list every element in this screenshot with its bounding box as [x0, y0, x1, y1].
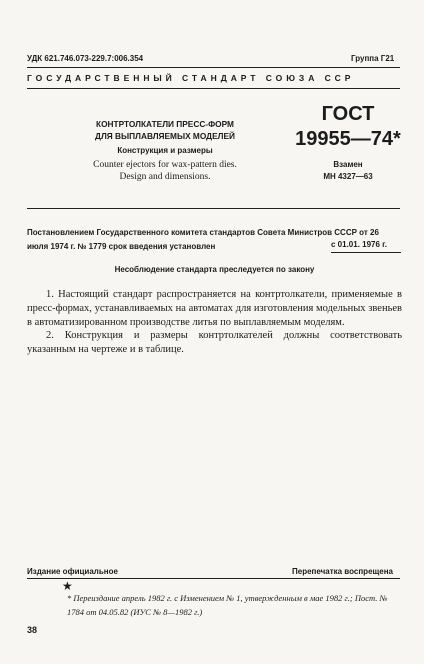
replaces-label: Взамен	[333, 160, 363, 169]
body-text	[27, 288, 402, 357]
page-number: 38	[27, 625, 38, 635]
top-rule	[27, 67, 400, 68]
decree-text: Постановлением Государственного комитета стандартов Совета Министров СССР от 26 июля 1974 г. № 1779 срок введения установлен	[27, 228, 379, 251]
title-english-line-1: Counter ejectors for wax-pattern dies.	[93, 160, 237, 170]
title-russian	[82, 118, 248, 142]
reissue-note: * Переиздание апрель 1982 г. с Изменением № 1, утвержденным в мае 1982 г.; Пост. № 1784 от 04.05.82 (ИУС № 8—1982 г.)	[67, 593, 388, 617]
state-standard-banner: ГОСУДАРСТВЕННЫЙ СТАНДАРТ СОЮЗА ССР	[27, 73, 355, 83]
title-rule	[27, 208, 400, 209]
date-underline	[331, 252, 401, 253]
legal-warning: Несоблюдение стандарта преследуется по закону	[114, 265, 315, 274]
effective-date: с 01.01. 1976 г.	[331, 240, 387, 249]
gost-label: ГОСТ	[321, 103, 375, 125]
banner-rule	[27, 88, 400, 89]
paragraph-1: 1. Настоящий стандарт распространяется на контртолкатели, применяемые в пресс-формах, устанавливаемых на автоматах для изготовления модельных звеньев в автоматизированном производстве литья по выплавляемым моделям.	[27, 289, 402, 328]
group-code: Группа Г21	[351, 54, 395, 63]
title-line-2: ДЛЯ ВЫПЛАВЛЯЕМЫХ МОДЕЛЕЙ	[95, 131, 235, 141]
subtitle-russian: Конструкция и размеры	[117, 146, 213, 155]
udk-code: УДК 621.746.073-229.7:006.354	[27, 54, 144, 63]
reprint-prohibited: Перепечатка воспрещена	[292, 567, 393, 576]
replaces-value: МН 4327—63	[323, 172, 373, 181]
gost-number: 19955—74*	[295, 128, 401, 150]
official-edition: Издание официальное	[27, 567, 118, 576]
title-english-line-2: Design and dimensions.	[119, 172, 211, 182]
star-icon: ★	[62, 579, 73, 593]
footer-rule	[27, 578, 400, 579]
title-line-1: КОНТРТОЛКАТЕЛИ ПРЕСС-ФОРМ	[96, 119, 234, 129]
title-english	[82, 159, 248, 183]
paragraph-2: 2. Конструкция и размеры контртолкателей должны соответствовать указанным на чертеже и в таблице.	[27, 330, 402, 356]
